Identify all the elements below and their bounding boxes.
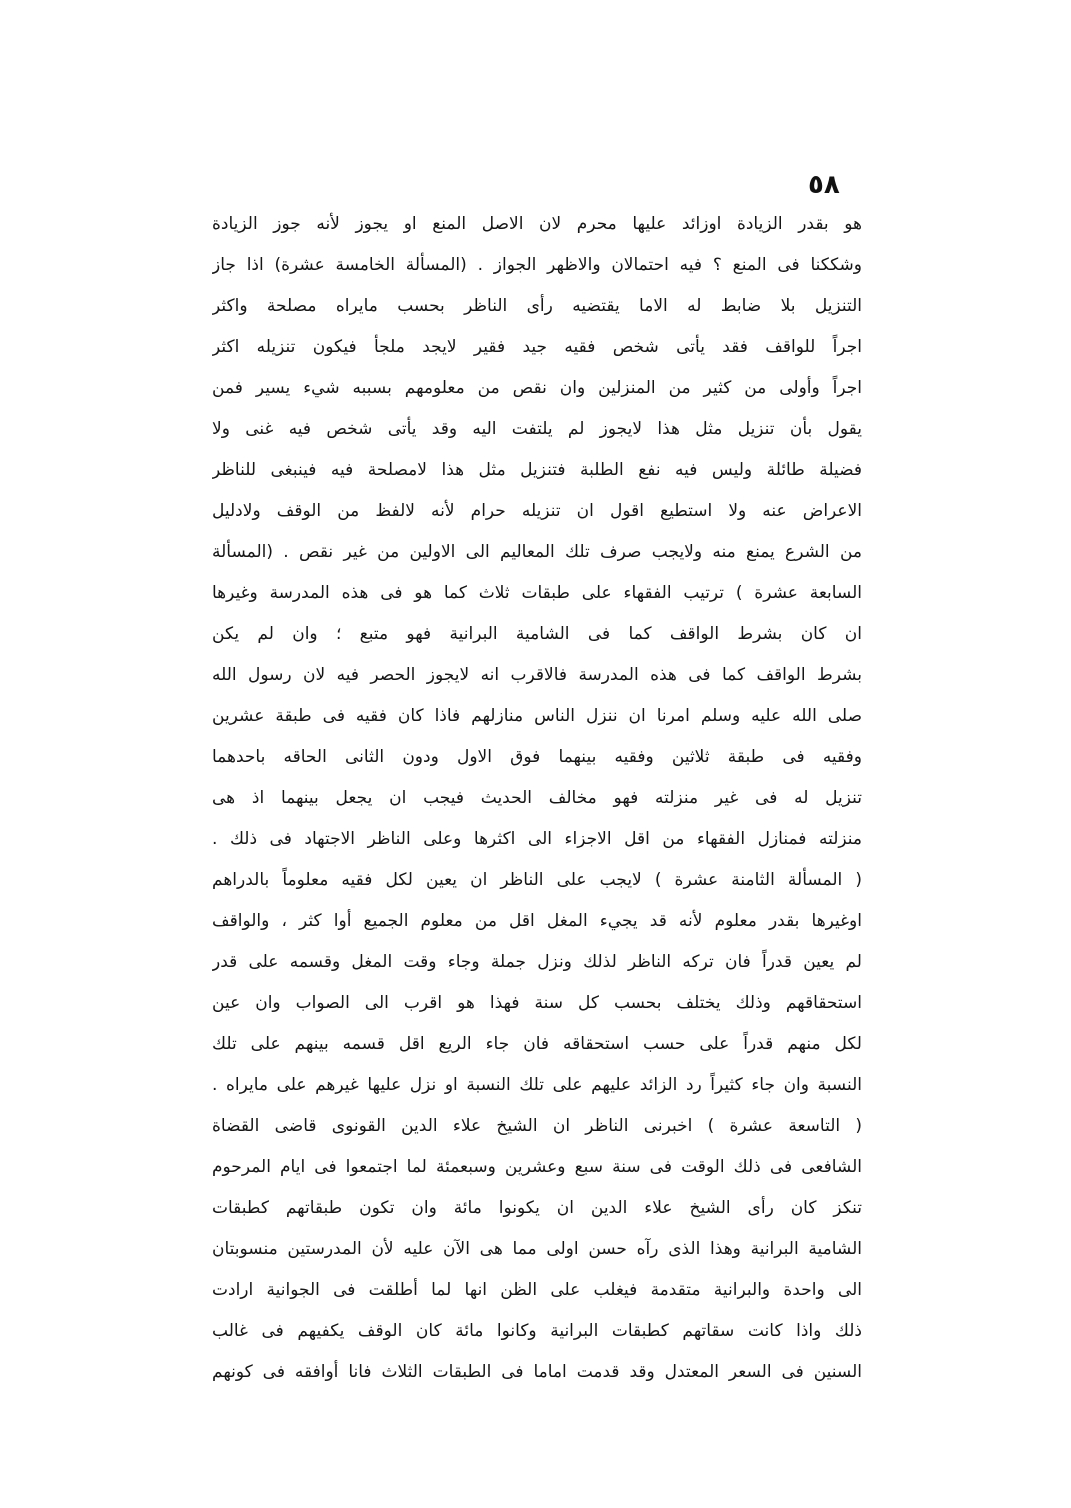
- text-line: الى واحدة والبرانية متقدمة فيغلب على الظن انها لما أطلقت فى الجوانية ارادت: [212, 1280, 862, 1300]
- text-line: السنين فى السعر المعتدل وقد قدمت اماما فى الطبقات الثلاث فانا أوافقه فى كونهم: [212, 1362, 862, 1382]
- text-line: اجراً وأولى من كثير من المنزلين وان نقص من معلومهم بسببه شيء يسير فمن: [212, 378, 862, 398]
- text-line: بشرط الواقف كما فى هذه المدرسة فالاقرب انه لايجوز الحصر فيه لان رسول الله: [212, 665, 862, 685]
- text-line: ان كان بشرط الواقف كما فى الشامية البرانية فهو متبع ؛ وان لم يكن: [212, 624, 862, 644]
- text-line: الشافعى فى ذلك الوقت فى سنة سبع وعشرين وسبعمئة لما اجتمعوا فى ايام المرحوم: [212, 1157, 862, 1177]
- text-line: منزلته فمنازل الفقهاء من اقل الاجزاء الى اكثرها وعلى الناظر الاجتهاد فى ذلك .: [212, 829, 862, 849]
- text-line: لم يعين قدراً فان تركه الناظر لذلك ونزل جملة وجاء وقت المغل وقسمه على قدر: [212, 952, 862, 972]
- text-line: اوغيرها بقدر معلوم لأنه قد يجيء المغل اقل من معلوم الجميع أوا كثر ، والواقف: [212, 911, 862, 931]
- text-line: ذلك واذا كانت سقاتهم كطبقات البرانية وكانوا مائة كان الوقف يكفيهم فى غالب: [212, 1321, 862, 1341]
- text-line: لكل منهم قدراً على حسب استحقاقه فان جاء الريع اقل قسمه بينهم على تلك: [212, 1034, 862, 1054]
- text-line: الاعراض عنه ولا استطيع اقول ان تنزيله حرام لأنه لالفظ من الوقف ولادليل: [212, 501, 862, 521]
- text-line: من الشرع يمنع منه ولايجب صرف تلك المعاليم الى الاولين من غير نقص . (المسألة: [212, 542, 862, 562]
- text-line: وشككنا فى المنع ؟ فيه احتمالان والاظهر الجواز . (المسألة الخامسة عشرة) اذا جاز: [212, 255, 862, 275]
- text-line: التنزيل بلا ضابط له الاما يقتضيه رأى الناظر بحسب مايراه مصلحة واكثر: [212, 296, 862, 316]
- page-number: ٥٨: [808, 170, 840, 200]
- text-line: الشامية البرانية وهذا الذى رآه حسن اولى مما هى الآن عليه لأن المدرستين منسوبتان: [212, 1239, 862, 1259]
- text-line: النسبة وان جاء كثيراً رد الزائد عليهم على تلك النسبة او نزل عليها غيرهم على مايراه .: [212, 1075, 862, 1095]
- text-line: تنزيل له فى غير منزلته فهو مخالف الحديث فيجب ان يجعل بينهما اذ هى: [212, 788, 862, 808]
- text-line: ( التاسعة عشرة ) اخبرنى الناظر ان الشيخ علاء الدين القونوى قاضى القضاة: [212, 1116, 862, 1136]
- text-line: وفقيه فى طبقة ثلاثين وفقيه بينهما فوق الاول ودون الثانى الحاقه باحدهما: [212, 747, 862, 767]
- text-line: استحقاقهم وذلك يختلف بحسب كل سنة فهذا هو اقرب الى الصواب وان عين: [212, 993, 862, 1013]
- body-text: [212, 204, 862, 1394]
- text-line: هو بقدر الزيادة اوزائد عليها محرم لان الاصل المنع او يجوز لأنه جوز الزيادة: [212, 214, 862, 234]
- text-line: ( المسألة الثامنة عشرة ) لايجب على الناظر ان يعين لكل فقيه معلوماً بالدراهم: [212, 870, 862, 890]
- text-line: تنكز كان رأى الشيخ علاء الدين ان يكونوا مائة وان تكون طبقاتهم كطبقات: [212, 1198, 862, 1218]
- text-line: فضيلة طائلة وليس فيه نفع الطلبة فتنزيل مثل هذا لامصلحة فيه فينبغى للناظر: [212, 460, 862, 480]
- text-line: السابعة عشرة ) ترتيب الفقهاء على طبقات ثلاث كما هو فى هذه المدرسة وغيرها: [212, 583, 862, 603]
- text-line: يقول بأن تنزيل مثل هذا لايجوز لم يلتفت اليه وقد يأتى شخص فيه غنى ولا: [212, 419, 862, 439]
- text-line: صلى الله عليه وسلم امرنا ان ننزل الناس منازلهم فاذا كان فقيه فى طبقة عشرين: [212, 706, 862, 726]
- text-line: اجراً للواقف فقد يأتى شخص فقيه جيد فقير لايجد ملجأ فيكون تنزيله اكثر: [212, 337, 862, 357]
